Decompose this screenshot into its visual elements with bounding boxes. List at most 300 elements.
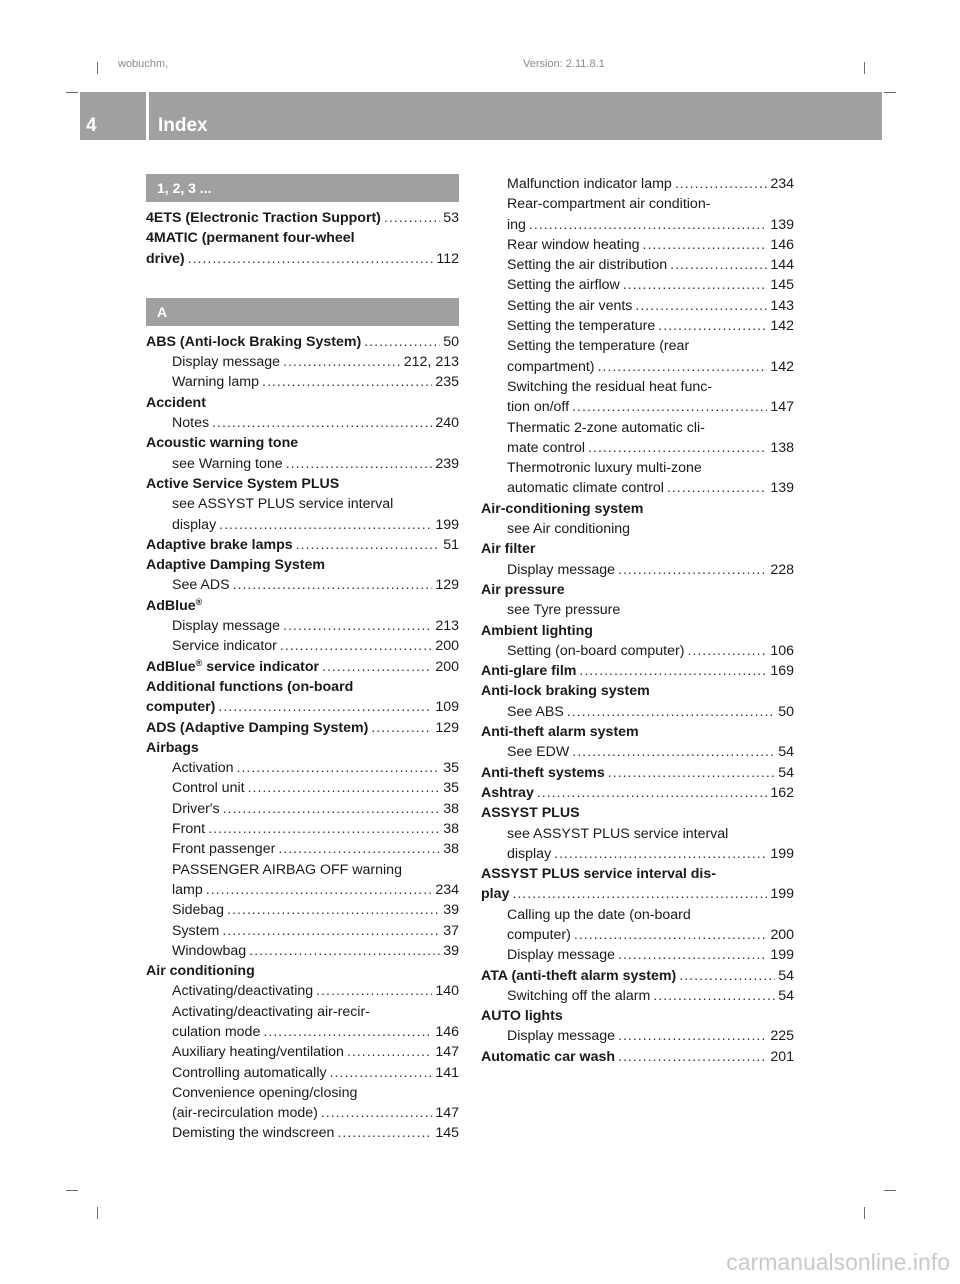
page-reference[interactable]: 39 (443, 902, 459, 919)
entry-term (507, 844, 551, 864)
entry-text: see ASSYST PLUS service interval (172, 496, 394, 513)
file-meta-right: Version: 2.11.8.1 (523, 58, 605, 70)
entry-text: automatic climate control (507, 480, 664, 497)
page-reference[interactable]: 39 (443, 942, 459, 959)
index-entry (481, 1006, 794, 1026)
page-reference[interactable]: 38 (443, 800, 459, 817)
dot-leader (588, 438, 767, 458)
index-column-right (481, 174, 794, 1067)
page-reference[interactable]: 106 (770, 642, 794, 659)
page-reference[interactable]: 169 (770, 663, 794, 680)
entry-text: Malfunction indicator lamp (507, 176, 672, 192)
entry-term (172, 515, 216, 535)
index-entry (481, 580, 794, 600)
entry-term (507, 194, 710, 214)
entry-text: ing (507, 216, 526, 233)
entry-term (507, 255, 667, 275)
index-subentry (146, 1063, 459, 1083)
page-header (80, 92, 882, 140)
dot-leader (537, 783, 767, 803)
dot-leader (278, 839, 440, 859)
entry-text: Anti-lock braking system (481, 683, 650, 700)
index-subentry (481, 824, 794, 844)
dot-leader (675, 174, 768, 194)
crop-mark (97, 62, 98, 74)
dot-leader (371, 718, 432, 738)
entry-term (146, 555, 325, 575)
index-subentry (146, 1103, 459, 1123)
page-reference[interactable]: 54 (778, 764, 794, 781)
entry-text: Convenience opening/closing (172, 1084, 358, 1101)
page-reference[interactable]: 54 (778, 744, 794, 761)
entry-term (507, 742, 569, 762)
entry-text: Acoustic warning tone (146, 435, 299, 452)
entry-text: see Warning tone (172, 455, 283, 472)
entry-text: (air-recirculation mode) (172, 1105, 318, 1122)
entry-term (172, 454, 283, 474)
section-heading: 1, 2, 3 ... (146, 174, 459, 202)
dot-leader (283, 352, 401, 372)
entry-text: Control unit (172, 780, 245, 797)
index-entry (146, 555, 459, 575)
dot-leader (579, 661, 767, 681)
dot-leader (572, 742, 775, 762)
index-entry (146, 697, 459, 717)
page-reference[interactable]: 139 (770, 480, 794, 497)
index-entry (481, 1047, 794, 1067)
index-entry (146, 393, 459, 413)
entry-text: ABS (Anti-lock Braking System) (146, 333, 362, 350)
index-subentry (146, 515, 459, 535)
entry-term (507, 418, 705, 438)
index-subentry (481, 215, 794, 235)
entry-text: Display message (507, 947, 616, 964)
entry-term (146, 228, 355, 248)
dot-leader (233, 575, 433, 595)
entry-term (172, 778, 245, 798)
page-reference[interactable]: 146 (770, 236, 794, 253)
entry-term (146, 697, 215, 717)
index-subentry (146, 778, 459, 798)
entry-term (146, 961, 255, 981)
entry-term (146, 535, 293, 555)
index-subentry (146, 1002, 459, 1022)
index-subentry (481, 377, 794, 397)
crop-mark (864, 62, 865, 74)
dot-leader (598, 357, 768, 377)
entry-term (172, 799, 220, 819)
page-reference[interactable]: 201 (770, 1048, 794, 1065)
entry-term (481, 1047, 615, 1067)
index-entry (146, 249, 459, 269)
index-subentry (146, 1042, 459, 1062)
entry-text: ASSYST PLUS (481, 805, 580, 822)
index-subentry (481, 844, 794, 864)
index-entry (481, 621, 794, 641)
index-entry (481, 539, 794, 559)
entry-term (172, 1042, 344, 1062)
entry-term (481, 1006, 563, 1026)
page-reference[interactable]: 109 (435, 699, 459, 716)
entry-text: see ASSYST PLUS service interval (507, 825, 729, 842)
entry-text: Setting the air vents (507, 297, 633, 314)
index-subentry (481, 194, 794, 214)
entry-text: Front (172, 821, 206, 838)
entry-text: Air pressure (481, 581, 565, 598)
page-reference[interactable]: 129 (435, 577, 459, 594)
page-reference[interactable]: 145 (770, 277, 794, 294)
dot-leader (608, 763, 775, 783)
page-reference[interactable]: 38 (443, 841, 459, 858)
page-reference[interactable]: 200 (770, 926, 794, 943)
entry-term (172, 758, 234, 778)
entry-text: ATA (anti-theft alarm system) (481, 967, 677, 984)
page-reference[interactable]: 35 (443, 780, 459, 797)
page-reference[interactable]: 199 (435, 516, 459, 533)
entry-text: Air conditioning (146, 963, 255, 980)
entry-term (172, 575, 230, 595)
index-subentry (146, 981, 459, 1001)
dot-leader (670, 255, 767, 275)
index-subentry (146, 860, 459, 880)
entry-text: PASSENGER AIRBAG OFF warning (172, 861, 402, 878)
entry-term (481, 661, 576, 681)
section-heading: A (146, 298, 459, 326)
entry-text: ASSYST PLUS service interval dis- (481, 866, 716, 883)
page-reference[interactable]: 112 (436, 250, 459, 267)
entry-term (507, 438, 585, 458)
entry-text: Switching off the alarm (507, 987, 651, 1004)
entry-term (507, 215, 526, 235)
page-reference[interactable]: 142 (770, 358, 794, 375)
entry-term (507, 905, 691, 925)
index-subentry (481, 397, 794, 417)
index-subentry (146, 900, 459, 920)
entry-term (507, 1026, 615, 1046)
entry-term (507, 275, 620, 295)
page-reference[interactable]: 145 (435, 1125, 459, 1142)
page-reference[interactable]: 162 (770, 784, 794, 801)
index-subentry (481, 316, 794, 336)
dot-leader (529, 215, 767, 235)
page-reference[interactable]: 200 (435, 638, 459, 655)
entry-text: Activating/deactivating air-recir- (172, 1003, 370, 1020)
page-reference[interactable]: 225 (770, 1028, 794, 1045)
page-reference[interactable]: 235 (435, 374, 459, 391)
page-reference[interactable]: 53 (443, 210, 459, 226)
entry-term (172, 413, 209, 433)
index-subentry (146, 352, 459, 372)
registered-mark: ® (195, 657, 203, 668)
entry-term (481, 681, 650, 701)
page-reference[interactable]: 213 (435, 618, 459, 635)
dot-leader (219, 515, 432, 535)
page-reference[interactable]: 35 (443, 760, 459, 777)
entry-term (481, 783, 534, 803)
entry-text: see Tyre pressure (507, 602, 621, 619)
entry-text: Thermatic 2-zone automatic cli- (507, 419, 705, 436)
entry-text: computer) (507, 926, 571, 943)
dot-leader (206, 880, 433, 900)
index-subentry (481, 478, 794, 498)
index-subentry (481, 458, 794, 478)
entry-text: Warning lamp (172, 374, 259, 391)
page-number: 4 (86, 115, 97, 136)
entry-term (172, 1103, 318, 1123)
page-reference[interactable]: 147 (770, 399, 794, 416)
entry-text: System (172, 922, 220, 939)
entry-term (481, 864, 716, 884)
entry-text: Rear window heating (507, 236, 640, 253)
entry-text: Front passenger (172, 841, 276, 858)
page-reference[interactable]: 228 (770, 561, 794, 578)
page-reference[interactable]: 50 (778, 703, 794, 720)
index-entry (481, 864, 794, 884)
entry-text: See EDW (507, 744, 570, 761)
dot-leader (208, 819, 440, 839)
page-reference[interactable]: 139 (770, 216, 794, 233)
entry-term (172, 900, 224, 920)
page-reference[interactable]: 240 (435, 415, 459, 432)
page-reference[interactable]: 146 (435, 1023, 459, 1040)
index-entry (146, 332, 459, 352)
entry-text: Controlling automatically (172, 1064, 327, 1081)
entry-text: ADS (Adaptive Damping System) (146, 719, 369, 736)
page-reference[interactable]: 234 (770, 176, 794, 192)
index-subentry (146, 1022, 459, 1042)
dot-leader (572, 397, 767, 417)
entry-text: Notes (172, 415, 210, 432)
entry-text: Additional functions (on-board (146, 678, 354, 695)
page-reference[interactable]: 38 (443, 821, 459, 838)
index-entry (146, 657, 459, 677)
entry-term (507, 174, 672, 194)
dot-leader (618, 1047, 767, 1067)
entry-term (507, 478, 664, 498)
entry-term (481, 763, 605, 783)
page-reference[interactable]: 234 (435, 881, 459, 898)
dot-leader (218, 697, 432, 717)
page-reference[interactable]: 143 (770, 297, 794, 314)
entry-term (507, 702, 564, 722)
page-reference[interactable]: 200 (435, 658, 459, 675)
entry-term (507, 641, 684, 661)
entry-term (146, 474, 339, 494)
index-subentry (481, 174, 794, 194)
entry-text: See ABS (507, 703, 564, 720)
entry-text: Demisting the windscreen (172, 1125, 335, 1142)
entry-term (146, 433, 298, 453)
entry-term (172, 819, 205, 839)
entry-term (507, 458, 702, 478)
entry-text: Display message (172, 618, 281, 635)
entry-term (146, 393, 206, 413)
entry-text: Anti-theft alarm system (481, 724, 639, 741)
index-subentry (481, 925, 794, 945)
file-meta-left: wobuchm, (118, 58, 169, 70)
index-subentry (481, 336, 794, 356)
page-reference[interactable]: 142 (770, 318, 794, 335)
entry-term (172, 636, 277, 656)
registered-mark: ® (195, 596, 203, 607)
page-reference[interactable]: 144 (770, 257, 794, 274)
entry-text: Air filter (481, 541, 536, 558)
entry-text: display (507, 845, 552, 862)
index-subentry (146, 880, 459, 900)
entry-term (172, 921, 219, 941)
entry-term (481, 580, 565, 600)
index-subentry (146, 413, 459, 433)
dot-leader (618, 560, 767, 580)
dot-leader (286, 454, 433, 474)
entry-text: see Air conditioning (507, 521, 631, 538)
index-column-left (146, 174, 459, 1144)
dot-leader (283, 616, 432, 636)
entry-term (172, 860, 402, 880)
entry-term (172, 981, 313, 1001)
dot-leader (188, 249, 434, 269)
entry-text: Ashtray (481, 784, 534, 801)
index-entry (146, 208, 459, 228)
entry-text: Adaptive Damping System (146, 557, 325, 574)
entry-term (146, 677, 353, 697)
entry-term (481, 621, 593, 641)
dot-leader (679, 966, 775, 986)
entry-text: Ambient lighting (481, 622, 593, 639)
entry-term (146, 738, 199, 758)
index-entry (146, 677, 459, 697)
dot-leader (321, 1103, 432, 1123)
index-subentry (481, 438, 794, 458)
entry-text: Adaptive brake lamps (146, 536, 293, 553)
index-entry (481, 884, 794, 904)
index-subentry (481, 235, 794, 255)
index-subentry (146, 1123, 459, 1143)
page-reference[interactable]: 129 (435, 719, 459, 736)
entry-text: Display message (507, 561, 616, 578)
entry-term (507, 560, 615, 580)
page-reference[interactable]: 212, 213 (403, 354, 459, 371)
entry-text: Service indicator (172, 638, 277, 655)
header-divider (146, 92, 149, 140)
crop-mark (97, 1207, 98, 1219)
page-reference[interactable]: 37 (443, 922, 459, 939)
page-reference[interactable]: 54 (778, 967, 794, 984)
index-subentry (481, 945, 794, 965)
dot-leader (248, 778, 441, 798)
dot-leader (227, 900, 440, 920)
page-reference[interactable]: 239 (435, 455, 459, 472)
entry-text: Automatic car wash (481, 1048, 616, 1065)
dot-leader (643, 235, 768, 255)
entry-text: AdBlue (146, 597, 196, 614)
entry-term (507, 357, 595, 377)
page-reference[interactable]: 54 (778, 987, 794, 1004)
entry-text: culation mode (172, 1023, 261, 1040)
dot-leader (263, 1022, 432, 1042)
dot-leader (212, 413, 432, 433)
dot-leader (296, 535, 441, 555)
entry-term (146, 718, 368, 738)
entry-text: Windowbag (172, 942, 247, 959)
crop-mark (884, 92, 896, 93)
index-entry (146, 228, 459, 248)
dot-leader (635, 296, 767, 316)
entry-text: Anti-theft systems (481, 764, 605, 781)
page-title: Index (158, 115, 208, 136)
index-entry (146, 474, 459, 494)
entry-text: Anti-glare film (481, 663, 577, 680)
page-reference[interactable]: 199 (770, 886, 794, 903)
page-reference[interactable]: 50 (443, 333, 459, 350)
entry-text: 4MATIC (permanent four-wheel (146, 230, 355, 247)
dot-leader (337, 1123, 432, 1143)
entry-term (507, 600, 620, 620)
entry-text: Sidebag (172, 902, 225, 919)
entry-text: Setting (on-board computer) (507, 642, 685, 659)
entry-term (507, 296, 632, 316)
dot-leader (658, 316, 767, 336)
page-reference[interactable]: 51 (443, 536, 459, 553)
index-entry (481, 661, 794, 681)
index-entry (481, 681, 794, 701)
entry-text: Thermotronic luxury multi-zone (507, 460, 702, 477)
page-reference[interactable]: 140 (435, 983, 459, 1000)
dot-leader (574, 925, 767, 945)
page-reference[interactable]: 147 (435, 1105, 459, 1122)
page-reference[interactable]: 138 (770, 439, 794, 456)
entry-term (172, 839, 275, 859)
page-reference[interactable]: 199 (770, 845, 794, 862)
dot-leader (249, 941, 440, 961)
index-subentry (481, 702, 794, 722)
entry-term (172, 1123, 334, 1143)
entry-term (146, 596, 202, 616)
entry-term (507, 986, 650, 1006)
dot-leader (237, 758, 441, 778)
index-subentry (146, 839, 459, 859)
entry-term (172, 494, 393, 514)
entry-term (507, 235, 640, 255)
dot-leader (347, 1042, 432, 1062)
entry-text: Auxiliary heating/ventilation (172, 1044, 344, 1061)
index-subentry (481, 519, 794, 539)
index-subentry (146, 494, 459, 514)
entry-term (146, 657, 319, 677)
dot-leader (653, 986, 775, 1006)
entry-term (481, 539, 535, 559)
entry-text-continued: service indicator (202, 658, 320, 675)
entry-text: computer) (146, 699, 216, 716)
entry-text: Active Service System PLUS (146, 475, 340, 492)
page-reference[interactable]: 147 (435, 1044, 459, 1061)
dot-leader (554, 844, 767, 864)
dot-leader (280, 636, 432, 656)
index-entry (481, 499, 794, 519)
page-reference[interactable]: 199 (770, 947, 794, 964)
dot-leader (223, 799, 441, 819)
entry-text: tion on/off (507, 399, 570, 416)
crop-mark (864, 1207, 865, 1219)
entry-text: Display message (507, 1028, 616, 1045)
index-subentry (481, 641, 794, 661)
entry-term (481, 499, 643, 519)
entry-text: compartment) (507, 358, 595, 375)
dot-leader (330, 1063, 433, 1083)
entry-text: Activation (172, 760, 234, 777)
page-reference[interactable]: 141 (435, 1064, 459, 1081)
dot-leader (667, 478, 767, 498)
